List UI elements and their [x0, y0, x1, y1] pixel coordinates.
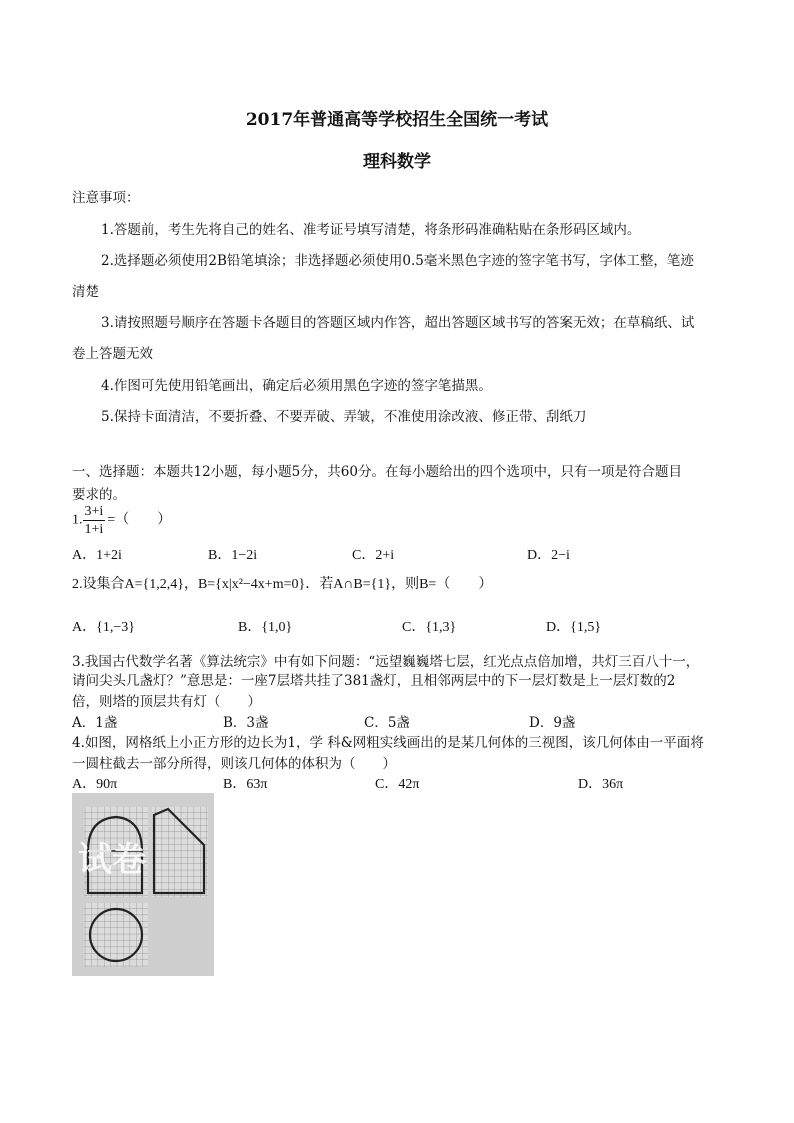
question-1-option-d[interactable]: D．2−i	[527, 548, 570, 563]
note-item: 2.选择题必须使用2B铅笔填涂；非选择题必须使用0.5毫米黑色字迹的签字笔书写，字体工整，笔迹	[101, 253, 694, 269]
question-1-option-c[interactable]: C．2+i	[352, 548, 395, 563]
question-3-line1: 3.我国古代数学名著《算法统宗》中有如下问题：“远望巍巍塔七层，红光点点倍加增，共灯三百八十一，	[72, 654, 700, 670]
question-2-option-a[interactable]: A．{1,−3}	[72, 620, 135, 635]
question-3-option-c[interactable]: C．5盏	[364, 715, 410, 731]
question-1-number: 1.	[72, 512, 83, 528]
question-1-option-b[interactable]: B．1−2i	[208, 548, 258, 563]
question-2-option-c[interactable]: C．{1,3}	[402, 620, 457, 635]
note-item: 1.答题前，考生先将自己的姓名、准考证号填写清楚，将条形码准确粘贴在条形码区域内。	[101, 222, 641, 238]
question-1-option-a[interactable]: A．1+2i	[72, 548, 122, 563]
question-4-option-b[interactable]: B．63π	[223, 777, 268, 792]
question-1-stem	[72, 503, 171, 538]
question-3-line2: 请问尖头几盏灯？”意思是：一座7层塔共挂了381盏灯，且相邻两层中的下一层灯数是上一层灯数的2	[72, 673, 676, 689]
note-item: 卷上答题无效	[72, 346, 153, 362]
section-heading-line1: 一、选择题：本题共12小题，每小题5分，共60分。在每小题给出的四个选项中，只有一项是符合题目	[72, 464, 682, 480]
section-heading-line2: 要求的。	[72, 487, 126, 503]
note-item: 5.保持卡面清洁，不要折叠、不要弄破、弄皱，不准使用涂改液、修正带、刮纸刀	[101, 409, 587, 425]
three-view-figure	[72, 793, 214, 976]
question-1-fraction	[83, 503, 106, 538]
fraction-numerator: 3+i	[84, 504, 104, 519]
question-4-line1: 4.如图，网格纸上小正方形的边长为1，学 科&网粗实线画出的是某几何体的三视图，该几何体由一平面将	[72, 735, 704, 751]
exam-title: 2017年普通高等学校招生全国统一考试	[245, 110, 549, 130]
question-4-option-d[interactable]: D．36π	[578, 777, 624, 792]
question-2-stem: 2.设集合A={1,2,4}，B={x|x²−4x+m=0}．若A∩B={1}，则B=（ ）	[72, 577, 493, 592]
question-3-option-a[interactable]: A．1盏	[72, 715, 118, 731]
question-4-option-c[interactable]: C．42π	[375, 777, 420, 792]
top-view-grid	[84, 903, 148, 967]
three-view-drawing	[72, 793, 214, 976]
question-4-line2: 一圆柱截去一部分所得，则该几何体的体积为（ ）	[72, 756, 396, 772]
question-4-option-a[interactable]: A．90π	[72, 777, 118, 792]
question-1-tail: =（ ）	[107, 512, 172, 528]
question-3-line3: 倍，则塔的顶层共有灯（ ）	[72, 694, 261, 710]
note-item: 4.作图可先使用铅笔画出，确定后必须用黑色字迹的签字笔描黑。	[101, 378, 492, 394]
note-item: 3.请按照题号顺序在答题卡各题目的答题区域内作答，超出答题区域书写的答案无效；在草稿纸、试	[101, 315, 695, 331]
question-2-option-b[interactable]: B．{1,0}	[238, 620, 293, 635]
question-3-option-b[interactable]: B．3盏	[223, 715, 269, 731]
watermark-text: 试卷	[78, 840, 146, 880]
question-2-option-d[interactable]: D．{1,5}	[546, 620, 602, 635]
exam-subject: 理科数学	[363, 152, 431, 172]
note-item: 清楚	[72, 284, 99, 300]
notes-heading: 注意事项：	[72, 190, 140, 206]
fraction-denominator: 1+i	[84, 522, 104, 537]
question-3-option-d[interactable]: D．9盏	[529, 715, 576, 731]
